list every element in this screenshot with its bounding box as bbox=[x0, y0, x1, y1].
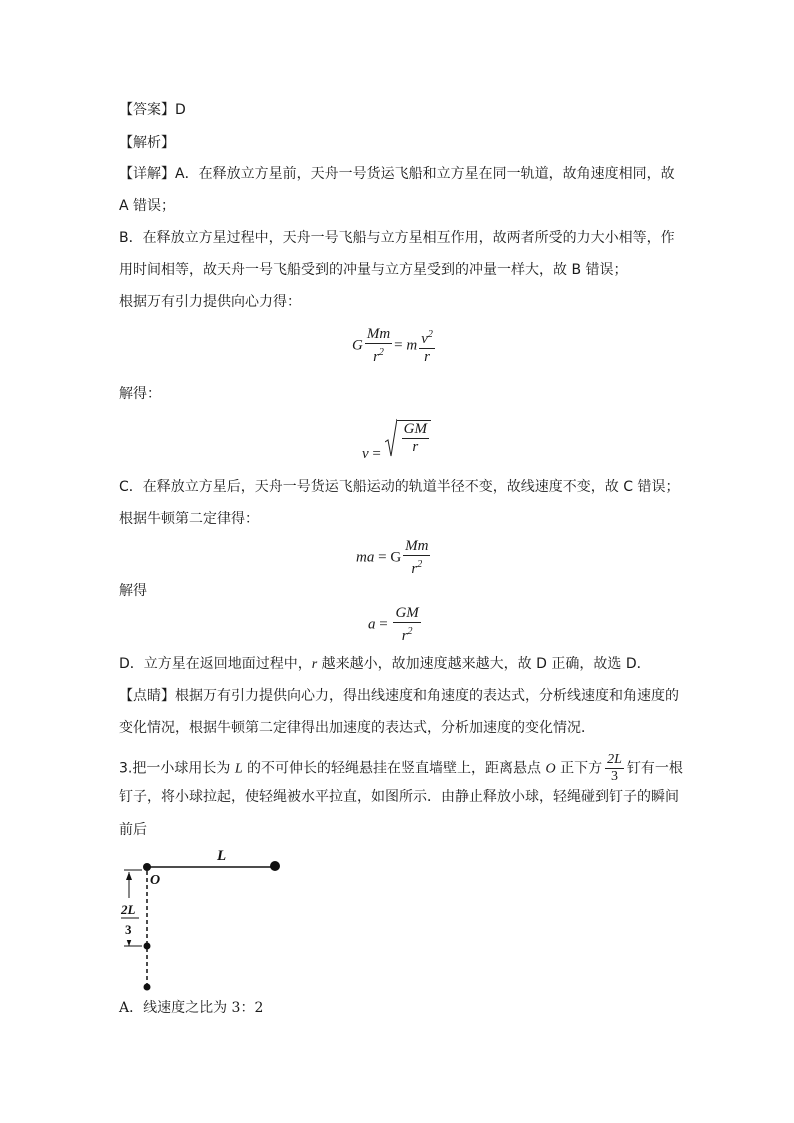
detail-tag: 【详解】 bbox=[119, 166, 175, 182]
eq4-a: a bbox=[368, 616, 376, 633]
eq1-frac-2 bbox=[419, 326, 435, 366]
eq1-den2: r bbox=[424, 349, 430, 365]
figure-label-L: L bbox=[217, 848, 227, 864]
eq2-num: GM bbox=[403, 421, 427, 437]
q3-text-c: 正下方 bbox=[555, 760, 603, 777]
equation-newton bbox=[356, 538, 432, 578]
eq1-G: G bbox=[352, 337, 363, 354]
eq1-equals: = bbox=[394, 337, 403, 354]
eq4-frac bbox=[393, 605, 420, 645]
answer-line bbox=[119, 100, 186, 120]
eq2-sqrt bbox=[385, 418, 431, 458]
q3-text-b: 的不可伸长的轻绳悬挂在竖直墙壁上，距离悬点 bbox=[242, 760, 546, 777]
nail-point bbox=[144, 943, 151, 950]
solve-label-2: 解得 bbox=[119, 583, 147, 599]
question3-line-1 bbox=[119, 752, 683, 785]
detail-line-1 bbox=[119, 164, 675, 184]
eq4-den: r bbox=[401, 628, 408, 644]
equation-gravity-centripetal bbox=[352, 326, 437, 366]
q3-text-a: 3.把一小球用长为 bbox=[119, 760, 235, 777]
eq1-num2-exp: 2 bbox=[427, 329, 433, 340]
comment-tag: 【点睛】 bbox=[119, 688, 175, 704]
comment-line-2: 变化情况，根据牛顿第二定律得出加速度的表达式，分析加速度的变化情况． bbox=[119, 720, 595, 736]
eq2-den: r bbox=[412, 439, 419, 455]
eq3-den: r bbox=[411, 561, 418, 577]
answer-value: D bbox=[175, 102, 186, 118]
eq1-den1-exp: 2 bbox=[378, 347, 384, 358]
option-a[interactable]: A．线速度之比为 3：2 bbox=[119, 1000, 264, 1016]
eq3-equals: = bbox=[378, 549, 387, 566]
q3-text-d: 钉有一根 bbox=[626, 760, 683, 777]
dimension-arrow-up bbox=[126, 872, 132, 880]
figure-dimension-den: 3 bbox=[125, 922, 132, 937]
comment-line-1 bbox=[119, 686, 679, 706]
eq1-num1: Mm bbox=[366, 326, 391, 342]
detail-line-8b: 越来越小，故加速度越来越大，故 D 正确，故选 D． bbox=[317, 656, 651, 672]
eq1-num2: v bbox=[421, 331, 428, 347]
q3-var-O: O bbox=[545, 761, 556, 777]
answer-tag: 【答案】 bbox=[119, 102, 175, 118]
question3-line-2: 钉子，将小球拉起，使轻绳被水平拉直，如图所示．由静止释放小球，轻绳碰到钉子的瞬间 bbox=[119, 789, 679, 805]
pivot-point bbox=[143, 863, 151, 871]
bottom-point bbox=[144, 984, 151, 991]
eq3-frac bbox=[403, 538, 430, 578]
question3-line-3: 前后 bbox=[119, 822, 147, 838]
analysis-tag: 【解析】 bbox=[119, 135, 175, 151]
eq2-v: v bbox=[362, 446, 369, 462]
figure-dimension-num: 2L bbox=[121, 902, 136, 917]
eq3-den-exp: 2 bbox=[417, 559, 423, 570]
equation-acceleration bbox=[368, 605, 423, 645]
eq1-frac-1 bbox=[365, 326, 392, 366]
eq2-equals: = bbox=[372, 446, 381, 462]
ball bbox=[270, 861, 280, 871]
detail-line-8 bbox=[119, 654, 651, 675]
q3-var-L: L bbox=[234, 761, 243, 777]
comment-text-1: 根据万有引力提供向心力，得出线速度和角速度的表达式，分析线速度和角速度的 bbox=[175, 688, 679, 704]
q3-frac bbox=[605, 752, 624, 785]
detail-text-1: A．在释放立方星前，天舟一号货运飞船和立方星在同一轨道，故角速度相同，故 bbox=[175, 166, 675, 182]
pendulum-figure bbox=[112, 842, 292, 992]
eq4-den-exp: 2 bbox=[407, 626, 413, 637]
eq3-num: Mm bbox=[405, 538, 429, 554]
detail-line-5: 根据万有引力提供向心力得： bbox=[119, 294, 301, 310]
eq1-den1: r bbox=[373, 349, 379, 365]
eq2-frac bbox=[402, 421, 429, 456]
eq4-equals: = bbox=[379, 616, 388, 633]
detail-line-6: C．在释放立方星后，天舟一号货运飞船运动的轨道半径不变，故线速度不变，故 C 错误； bbox=[119, 479, 680, 495]
detail-line-4: 用时间相等，故天舟一号飞船受到的冲量与立方星受到的冲量一样大，故 B 错误； bbox=[119, 262, 628, 278]
detail-line-3: B．在释放立方星过程中，天舟一号飞船与立方星相互作用，故两者所受的力大小相等，作 bbox=[119, 230, 675, 246]
sqrt-icon bbox=[385, 418, 397, 458]
solve-label-1: 解得： bbox=[119, 386, 161, 402]
eq3-G: G bbox=[390, 549, 402, 566]
detail-line-7: 根据牛顿第二定律得： bbox=[119, 511, 259, 527]
q3-frac-den: 3 bbox=[610, 769, 618, 784]
eq4-num: GM bbox=[395, 605, 419, 621]
figure-label-O: O bbox=[150, 873, 161, 888]
equation-velocity bbox=[362, 418, 431, 463]
eq3-lhs: ma bbox=[356, 549, 375, 566]
eq1-m: m bbox=[406, 337, 418, 354]
detail-line-8-var: r bbox=[311, 657, 318, 672]
detail-line-2: A 错误； bbox=[119, 198, 176, 214]
detail-line-8a: D．立方星在返回地面过程中， bbox=[119, 656, 312, 672]
q3-frac-num: 2L bbox=[607, 752, 622, 767]
